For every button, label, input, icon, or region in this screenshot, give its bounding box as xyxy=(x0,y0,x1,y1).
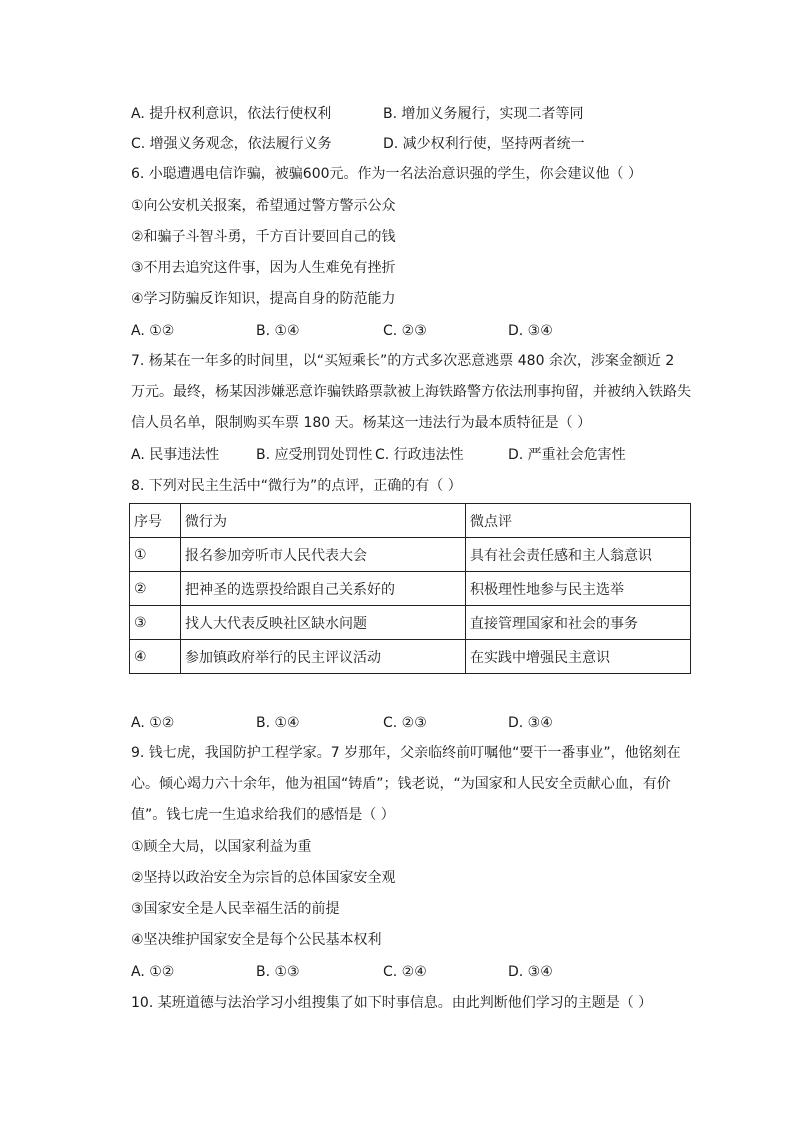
q9-item-2: ②坚持以政治安全为宗旨的总体国家安全观 xyxy=(131,870,396,886)
q8-table xyxy=(129,503,691,674)
q7-option-c: C. 行政违法性 xyxy=(375,447,464,463)
q6-option-b: B. ①④ xyxy=(256,323,300,339)
q6-option-c: C. ②③ xyxy=(383,323,427,339)
q6-item-2: ②和骗子斗智斗勇，千方百计要回自己的钱 xyxy=(131,229,396,245)
table-header-cell: 微点评 xyxy=(466,504,691,538)
q8-option-b: B. ①④ xyxy=(256,715,300,731)
q7-stem-line-1: 7. 杨某在一年多的时间里，以“买短乘长”的方式多次恶意逃票 480 余次，涉案金额近 2 xyxy=(131,353,675,369)
table-cell: 直接管理国家和社会的事务 xyxy=(466,606,691,640)
table-cell: 积极理性地参与民主选举 xyxy=(466,572,691,606)
q9-item-1: ①顾全大局，以国家利益为重 xyxy=(131,839,312,855)
q8-stem: 8. 下列对民主生活中“微行为”的点评，正确的有（ ） xyxy=(131,478,462,494)
q8-option-a: A. ①② xyxy=(131,715,175,731)
table-cell: ① xyxy=(130,538,181,572)
q9-option-c: C. ②④ xyxy=(383,964,427,980)
q10-stem: 10. 某班道德与法治学习小组搜集了如下时事信息。由此判断他们学习的主题是（ ） xyxy=(131,995,653,1011)
q9-option-a: A. ①② xyxy=(131,964,175,980)
table-row xyxy=(130,572,691,606)
q5-option-c: C. 增强义务观念，依法履行义务 xyxy=(131,136,332,152)
q8-option-c: C. ②③ xyxy=(383,715,427,731)
table-row xyxy=(130,640,691,674)
q7-option-b: B. 应受刑罚处罚性 xyxy=(256,447,373,463)
q6-item-4: ④学习防骗反诈知识，提高自身的防范能力 xyxy=(131,291,396,307)
table-cell: 在实践中增强民主意识 xyxy=(466,640,691,674)
q6-item-1: ①向公安机关报案，希望通过警方警示公众 xyxy=(131,198,396,214)
q5-option-a: A. 提升权利意识，依法行使权利 xyxy=(131,106,332,122)
q9-stem-line-1: 9. 钱七虎，我国防护工程学家。7 岁那年，父亲临终前叮嘱他“要干一番事业”，他铭刻在 xyxy=(131,745,681,761)
q9-option-d: D. ③④ xyxy=(508,964,553,980)
table-header-cell: 微行为 xyxy=(181,504,466,538)
q9-option-b: B. ①③ xyxy=(256,964,300,980)
q9-item-4: ④坚决维护国家安全是每个公民基本权利 xyxy=(131,932,382,948)
q6-option-d: D. ③④ xyxy=(508,323,553,339)
q9-stem-line-2: 心。倾心竭力六十余年，他为祖国“铸盾”；钱老说，“为国家和人民安全贡献心血，有价 xyxy=(131,776,671,792)
table-row xyxy=(130,538,691,572)
table-row xyxy=(130,606,691,640)
table-cell: 具有社会责任感和主人翁意识 xyxy=(466,538,691,572)
q8-option-d: D. ③④ xyxy=(508,715,553,731)
q9-item-3: ③国家安全是人民幸福生活的前提 xyxy=(131,901,340,917)
q6-option-a: A. ①② xyxy=(131,323,175,339)
table-cell: ④ xyxy=(130,640,181,674)
q7-option-d: D. 严重社会危害性 xyxy=(508,447,626,463)
table-header-cell: 序号 xyxy=(130,504,181,538)
table-cell: 参加镇政府举行的民主评议活动 xyxy=(181,640,466,674)
q9-stem-line-3: 值”。钱七虎一生追求给我们的感悟是（ ） xyxy=(131,807,395,823)
table-cell: 把神圣的选票投给跟自己关系好的 xyxy=(181,572,466,606)
q7-option-a: A. 民事违法性 xyxy=(131,447,220,463)
table-header-row xyxy=(130,504,691,538)
q6-item-3: ③不用去追究这件事，因为人生难免有挫折 xyxy=(131,260,396,276)
q5-option-b: B. 增加义务履行，实现二者等同 xyxy=(383,106,584,122)
table-cell: ③ xyxy=(130,606,181,640)
q5-option-d: D. 减少权利行使，坚持两者统一 xyxy=(383,136,585,152)
q6-stem: 6. 小聪遭遇电信诈骗，被骗600元。作为一名法治意识强的学生，你会建议他（ ） xyxy=(131,166,642,182)
q7-stem-line-2: 万元。最终，杨某因涉嫌恶意诈骗铁路票款被上海铁路警方依法刑事拘留，并被纳入铁路失 xyxy=(131,384,691,400)
table-cell: 找人大代表反映社区缺水问题 xyxy=(181,606,466,640)
table-cell: 报名参加旁听市人民代表大会 xyxy=(181,538,466,572)
table-cell: ② xyxy=(130,572,181,606)
q7-stem-line-3: 信人员名单，限制购买车票 180 天。杨某这一违法行为最本质特征是（ ） xyxy=(131,415,592,431)
